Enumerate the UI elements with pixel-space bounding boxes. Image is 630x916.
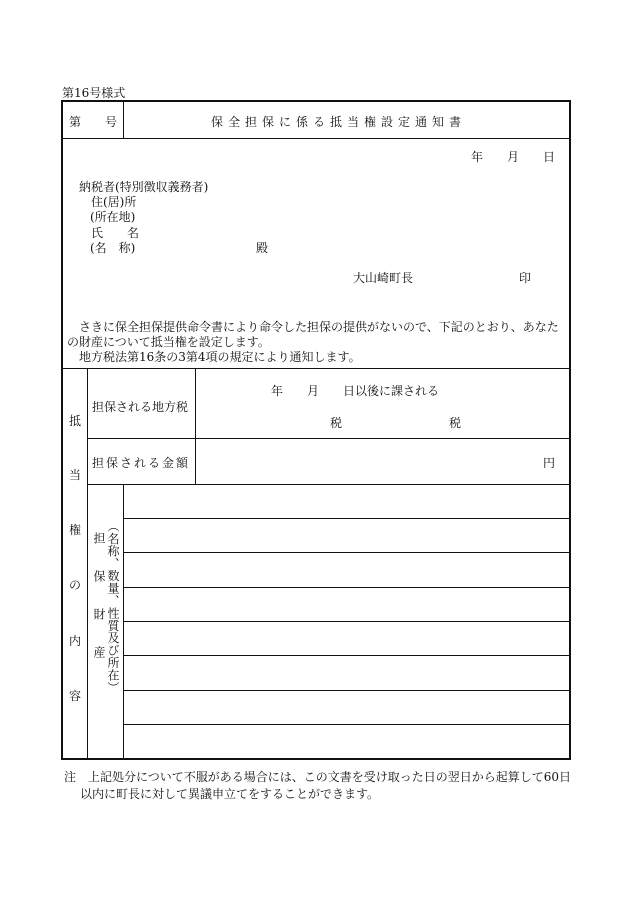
section-label-4: の [69, 578, 82, 592]
property-label-main: 担保財産 [92, 532, 106, 684]
property-line-3 [123, 587, 569, 588]
honorific: 殿 [256, 241, 269, 255]
name-alt-label: (名 称) [90, 241, 136, 255]
form-title: 保全担保に係る抵当権設定通知書 [211, 115, 467, 129]
section-divider [87, 368, 88, 758]
property-line-4 [123, 621, 569, 622]
body-line-2: の財産について抵当権を設定します。 [67, 335, 270, 349]
label-divider-upper [195, 368, 196, 484]
issuer-title: 大山崎町長 [353, 271, 414, 285]
section-label-2: 当 [69, 468, 82, 482]
taxpayer-label: 納税者(特別徴収義務者) [79, 180, 209, 194]
section-label-3: 権 [69, 523, 82, 537]
section-label-6: 容 [69, 689, 82, 703]
amount-unit: 円 [543, 456, 556, 470]
form-frame [61, 100, 571, 760]
tax-unit-1: 税 [330, 416, 343, 430]
tax-label: 担保される地方税 [92, 400, 189, 414]
name-label: 氏 名 [91, 226, 140, 240]
note-line-2: 以内に町長に対して異議申立てをすることができます。 [80, 787, 380, 801]
tax-row-bottom [87, 438, 569, 439]
issuer-seal: 印 [519, 271, 532, 285]
location-label: (所在地) [90, 210, 136, 224]
number-label: 第 号 [69, 115, 118, 129]
property-line-7 [123, 724, 569, 725]
tax-date: 年 月 日以後に課される [271, 384, 440, 398]
table-top-line [63, 368, 569, 369]
date-line: 年 月 日 [471, 150, 556, 164]
tax-unit-2: 税 [449, 416, 462, 430]
section-label-5: 内 [69, 634, 82, 648]
property-line-1 [123, 518, 569, 519]
section-label-1: 抵 [69, 414, 82, 428]
body-line-1: さきに保全担保提供命令書により命令した担保の提供がないので、下記のとおり、あなた [79, 320, 559, 334]
body-line-3: 地方税法第16条の3第4項の規定により通知します。 [79, 350, 361, 364]
property-line-5 [123, 655, 569, 656]
property-line-6 [123, 690, 569, 691]
note-line-1: 注 上記処分について不服がある場合には、この文書を受け取った日の翌日から起算して60日 [64, 770, 572, 784]
amount-row-bottom [87, 484, 569, 485]
amount-label: 担保される金額 [92, 456, 191, 470]
header-bottom-line [63, 138, 569, 139]
address-label: 住(居)所 [91, 195, 137, 209]
property-line-2 [123, 552, 569, 553]
form-number: 第16号様式 [62, 86, 126, 100]
property-label-sub: （名称、数量、性質及び所在） [106, 520, 120, 694]
header-divider [123, 102, 124, 138]
